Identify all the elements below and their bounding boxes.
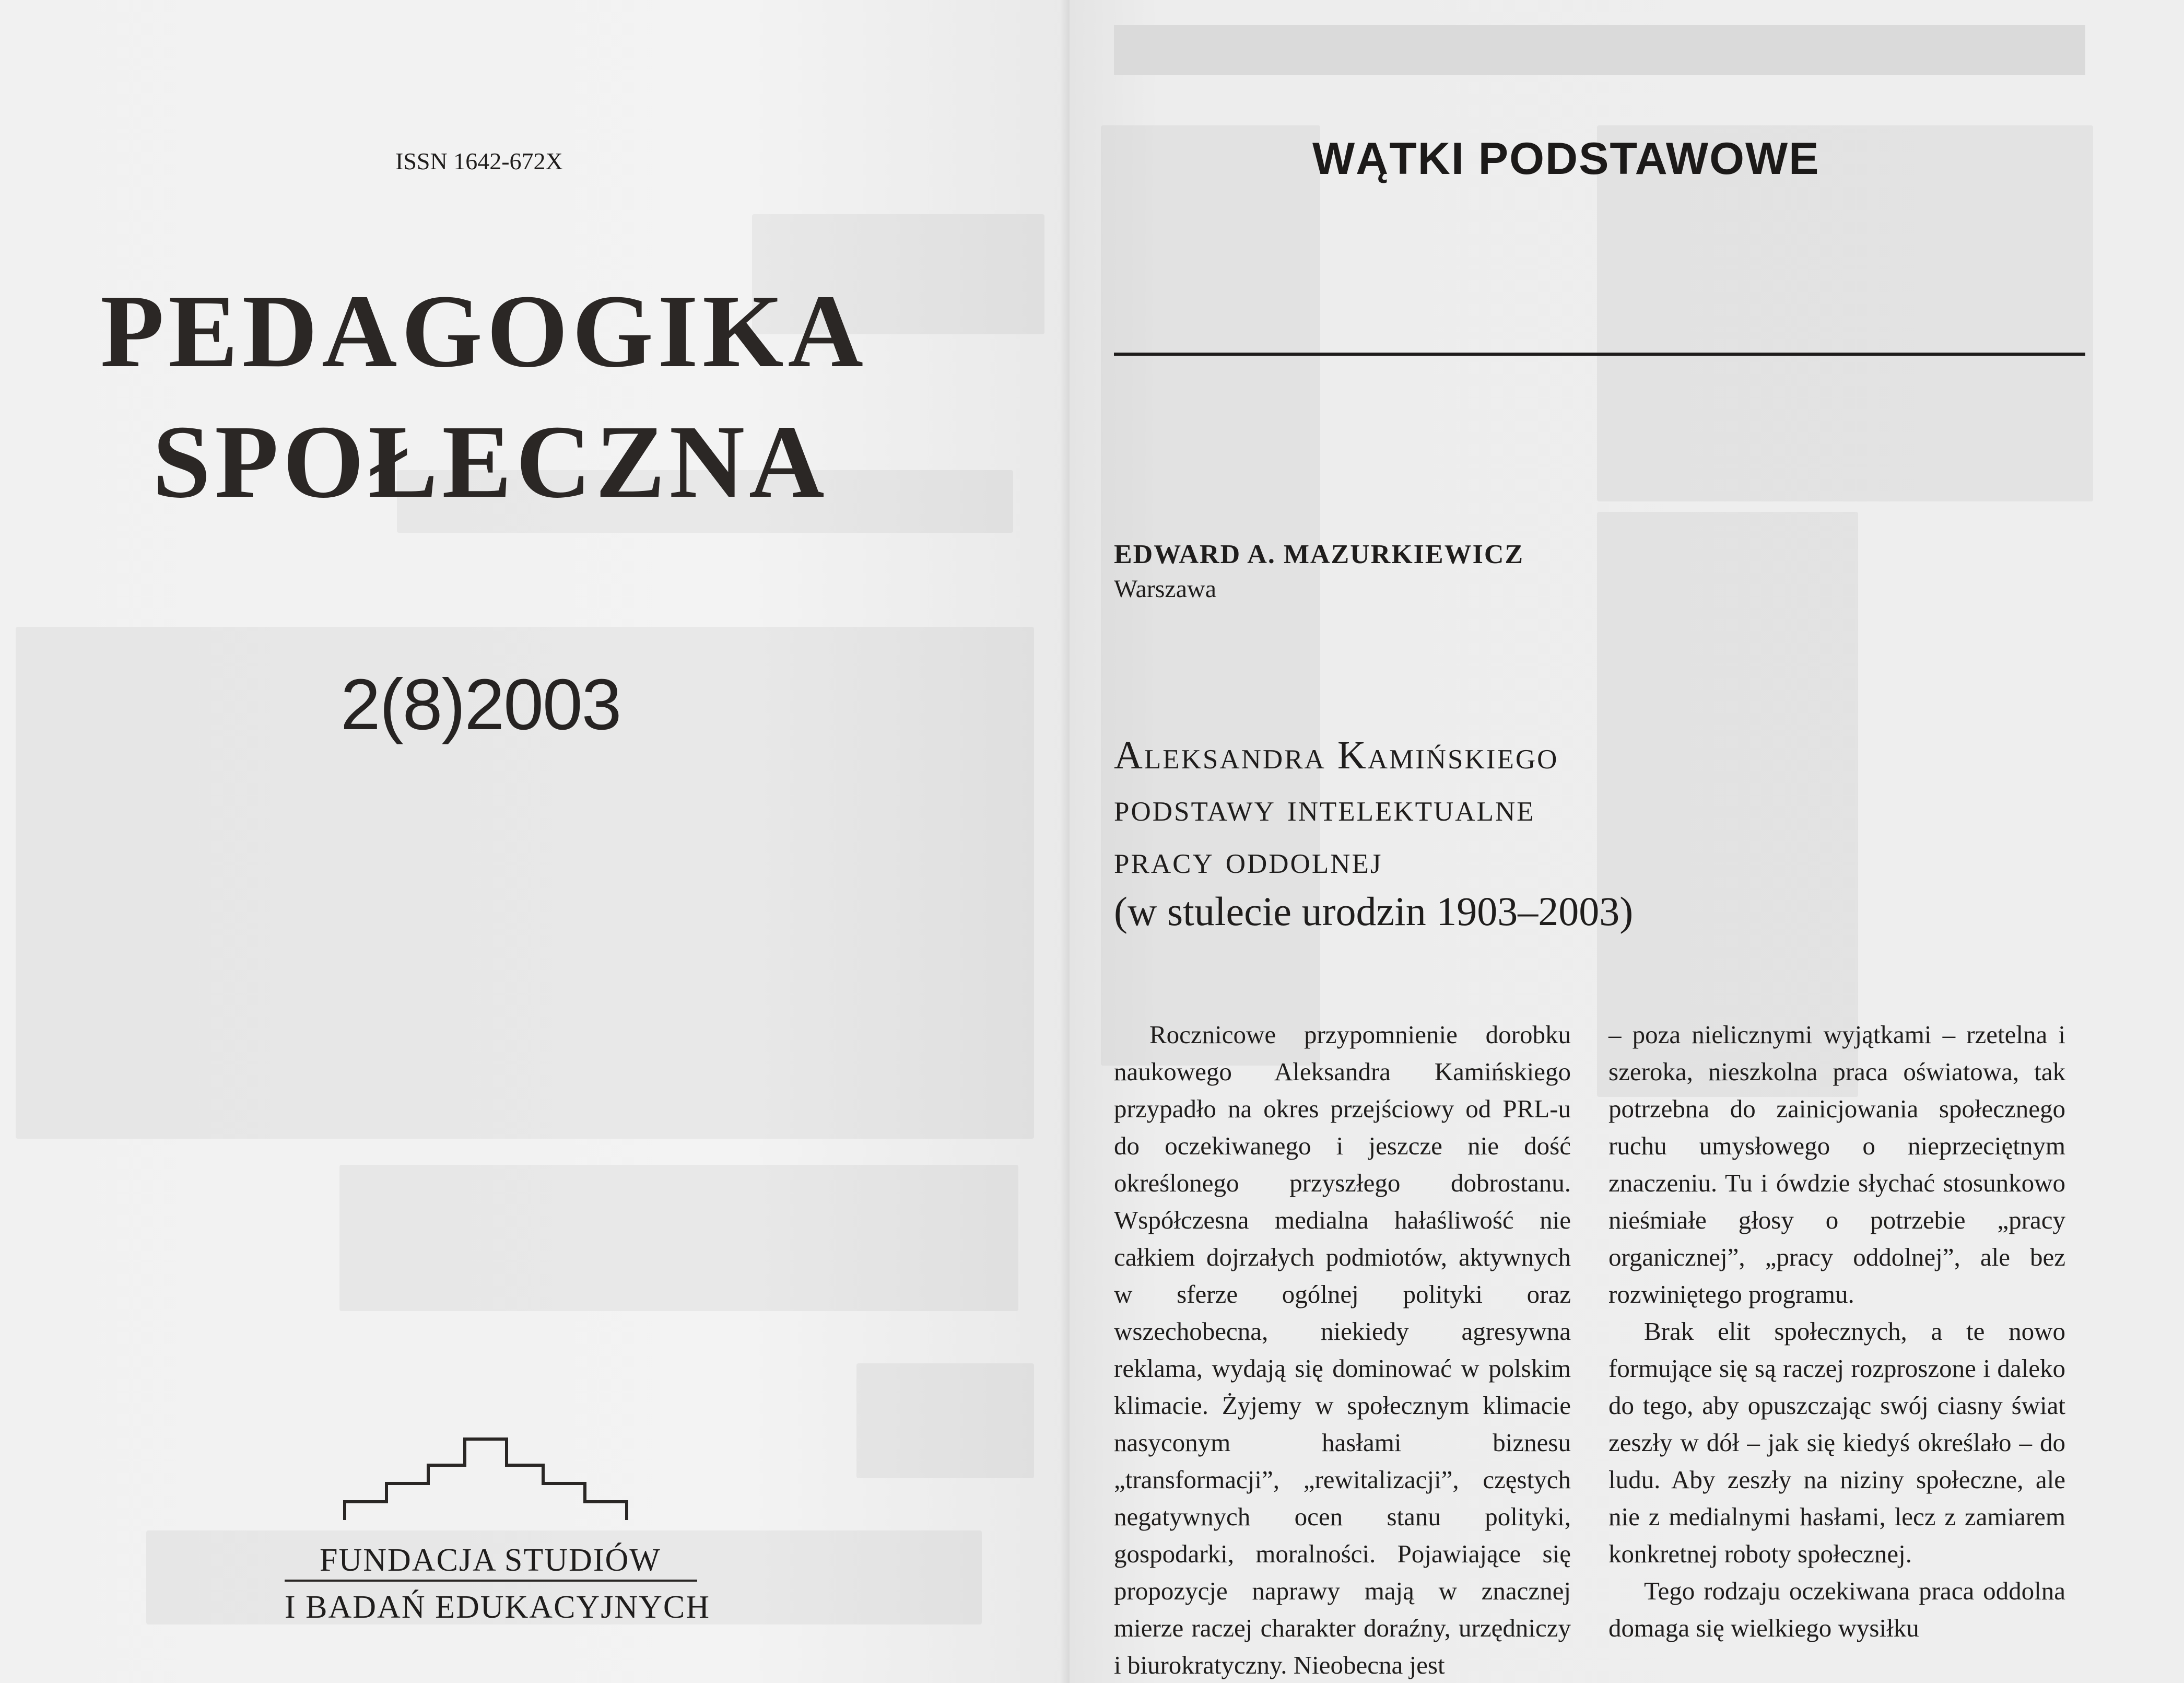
foundation-logo-stairs-icon: [339, 1429, 632, 1523]
author-city: Warszawa: [1114, 575, 1217, 603]
journal-title-line1: PEDAGOGIKA: [100, 274, 867, 389]
body-column-left: [1114, 1016, 1571, 1683]
right-page: [1070, 0, 2184, 1683]
show-through-block: [1597, 512, 1858, 1097]
paragraph: Tego rodzaju oczekiwana praca oddolna domaga się wielkiego wysiłku: [1608, 1576, 2065, 1642]
foundation-name-line2: I BADAŃ EDUKACYJNYCH: [285, 1590, 710, 1625]
article-author: EDWARD A. MAZURKIEWICZ: [1114, 540, 1524, 569]
section-rule: [1114, 353, 2085, 356]
foundation-divider: [285, 1580, 697, 1582]
paragraph: Rocznicowe przypomnienie dorobku naukowego Aleksandra Kamińskiego przypadło na okres przejściowy od PRL-u do oczekiwanego i jeszcze nie dość określonego przyszłego dobrostanu. Współczesna medialna hałaśliwość nie całkiem dojrzałych podmiotów, aktywnych w sferze ogólnej polityki oraz wszechobecna, niekiedy agresywna reklama, wydają się dominować w polskim klimacie. Żyjemy w społecznym klimacie nasyconym hasłami biznesu „transformacji”, „rewitalizacji”, częstych negatywnych ocen stanu polityki, gospodarki, moralności. Pojawiające się propozycje naprawy mają w znacznej mierze raczej charakter doraźny, urzędniczy i biurokratyczny. Nieobecna jest: [1114, 1020, 1571, 1679]
body-column-right: [1608, 1016, 2065, 1646]
paragraph: Brak elit społecznych, a te nowo formujące się są raczej rozproszone i daleko do tego, aby opuszczając swój ciasny świat zeszły w dół – jak się kiedyś określało – do ludu. Aby zeszły na niziny społeczne, ale nie z medialnymi hasłami, lecz z zamiarem konkretnej roboty społecznej.: [1608, 1317, 2065, 1568]
issn-number: ISSN 1642-672X: [395, 148, 563, 174]
article-title-line2: podstawy intelektualne: [1114, 786, 1535, 829]
left-page: [0, 0, 1070, 1683]
article-title-line4: (w stulecie urodzin 1903–2003): [1114, 889, 1634, 934]
article-title-line3: pracy oddolnej: [1114, 838, 1383, 882]
foundation-name-line1: FUNDACJA STUDIÓW: [320, 1542, 661, 1578]
section-heading: WĄTKI PODSTAWOWE: [1312, 134, 1820, 184]
article-title-line1: Aleksandra Kamińskiego: [1114, 733, 1559, 777]
paragraph: – poza nielicznymi wyjątkami – rzetelna i szeroka, nieszkolna praca oświatowa, tak potrzebna do zainicjowania społecznego ruchu umysłowego o nieprzeciętnym znaczeniu. Tu i ówdzie słychać stosunkowo nieśmiałe głosy o potrzebie „pracy organicznej”, „pracy oddolnej”, ale bez rozwiniętego programu.: [1608, 1020, 2065, 1308]
show-through-block: [339, 1165, 1018, 1311]
header-band: [1114, 25, 2085, 75]
journal-title-line2: SPOŁECZNA: [152, 404, 829, 520]
issue-number: 2(8)2003: [340, 664, 621, 745]
show-through-block: [856, 1363, 1034, 1478]
